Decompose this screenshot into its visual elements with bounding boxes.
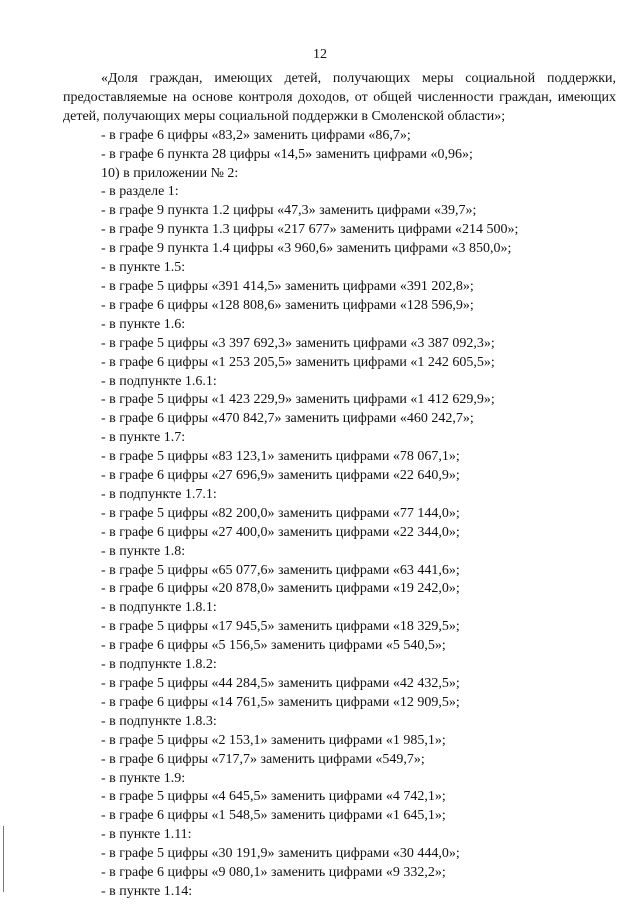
amendment-line: - в графе 9 пункта 1.4 цифры «3 960,6» заменить цифрами «3 850,0»; <box>101 241 512 257</box>
amendment-line: - в графе 5 цифры «1 423 229,9» заменить цифрами «1 412 629,9»; <box>101 392 495 408</box>
amendment-line: - в графе 5 цифры «391 414,5» заменить цифрами «391 202,8»; <box>101 278 474 294</box>
amendment-line: - в графе 6 цифры «27 696,9» заменить цифрами «22 640,9»; <box>101 468 460 484</box>
amendment-line: - в пункте 1.8: <box>101 543 186 559</box>
page-number: 12 <box>313 47 327 62</box>
amendment-line: - в графе 5 цифры «4 645,5» заменить цифрами «4 742,1»; <box>101 789 446 805</box>
amendment-line: - в графе 6 цифры «717,7» заменить цифрами «549,7»; <box>101 751 425 767</box>
amendment-line: - в графе 5 цифры «30 191,9» заменить цифрами «30 444,0»; <box>101 846 460 862</box>
amendment-line: - в графе 6 цифры «9 080,1» заменить цифрами «9 332,2»; <box>101 865 446 881</box>
amendment-line: - в графе 6 цифры «470 842,7» заменить цифрами «460 242,7»; <box>101 411 474 427</box>
amendment-line: 10) в приложении № 2: <box>101 165 239 181</box>
amendment-line: - в графе 5 цифры «3 397 692,3» заменить цифрами «3 387 092,3»; <box>101 335 495 351</box>
amendment-line: - в пункте 1.9: <box>101 770 186 786</box>
amendment-line: - в подпункте 1.6.1: <box>101 373 217 389</box>
amendment-line: - в подпункте 1.8.1: <box>101 600 217 616</box>
amendment-line: - в пункте 1.5: <box>101 260 186 276</box>
amendment-line: - в графе 6 цифры «20 878,0» заменить цифрами «19 242,0»; <box>101 581 460 597</box>
amendment-line: - в графе 9 пункта 1.3 цифры «217 677» заменить цифрами «214 500»; <box>101 222 519 238</box>
amendment-line: - в графе 5 цифры «65 077,6» заменить цифрами «63 441,6»; <box>101 562 460 578</box>
amendment-line: - в пункте 1.6: <box>101 316 186 332</box>
scan-edge-mark <box>3 826 4 892</box>
amendment-list <box>63 127 616 902</box>
amendment-line: - в пункте 1.11: <box>101 827 192 843</box>
amendment-line: - в графе 5 цифры «2 153,1» заменить цифрами «1 985,1»; <box>101 732 446 748</box>
amendment-line: - в графе 6 цифры «5 156,5» заменить цифрами «5 540,5»; <box>101 638 446 654</box>
amendment-line: - в пункте 1.14: <box>101 883 193 899</box>
amendment-line: - в графе 6 цифры «83,2» заменить цифрами «86,7»; <box>101 127 411 143</box>
document-body <box>63 70 616 902</box>
amendment-line: - в графе 6 пункта 28 цифры «14,5» заменить цифрами «0,96»; <box>101 146 473 162</box>
amendment-line: - в графе 6 цифры «27 400,0» заменить цифрами «22 344,0»; <box>101 524 460 540</box>
amendment-line: - в графе 6 цифры «1 548,5» заменить цифрами «1 645,1»; <box>101 808 446 824</box>
amendment-line: - в графе 5 цифры «44 284,5» заменить цифрами «42 432,5»; <box>101 676 460 691</box>
amendment-line: - в графе 5 цифры «83 123,1» заменить цифрами «78 067,1»; <box>101 449 460 465</box>
amendment-line: - в графе 6 цифры «1 253 205,5» заменить цифрами «1 242 605,5»; <box>101 354 495 370</box>
amendment-line: - в графе 6 цифры «128 808,6» заменить цифрами «128 596,9»; <box>101 297 474 313</box>
amendment-line: - в графе 9 пункта 1.2 цифры «47,3» заменить цифрами «39,7»; <box>101 203 477 219</box>
amendment-line: - в подпункте 1.8.3: <box>101 713 217 729</box>
amendment-line: - в разделе 1: <box>101 184 179 200</box>
amendment-line: - в графе 5 цифры «17 945,5» заменить цифрами «18 329,5»; <box>101 619 460 635</box>
amendment-line: - в подпункте 1.7.1: <box>101 486 217 502</box>
amendment-line: - в графе 5 цифры «82 200,0» заменить цифрами «77 144,0»; <box>101 505 460 521</box>
amendment-line: - в графе 6 цифры «14 761,5» заменить цифрами «12 909,5»; <box>101 694 460 710</box>
amendment-line: - в подпункте 1.8.2: <box>101 657 217 673</box>
amendment-line: - в пункте 1.7: <box>101 430 186 446</box>
intro-paragraph: «Доля граждан, имеющих детей, получающих меры социальной поддержки, предоставляемые на основе контроля доходов, от общей численности граждан, имеющих детей, получающих меры социальной поддержки в Смоленской области»; <box>63 71 616 124</box>
